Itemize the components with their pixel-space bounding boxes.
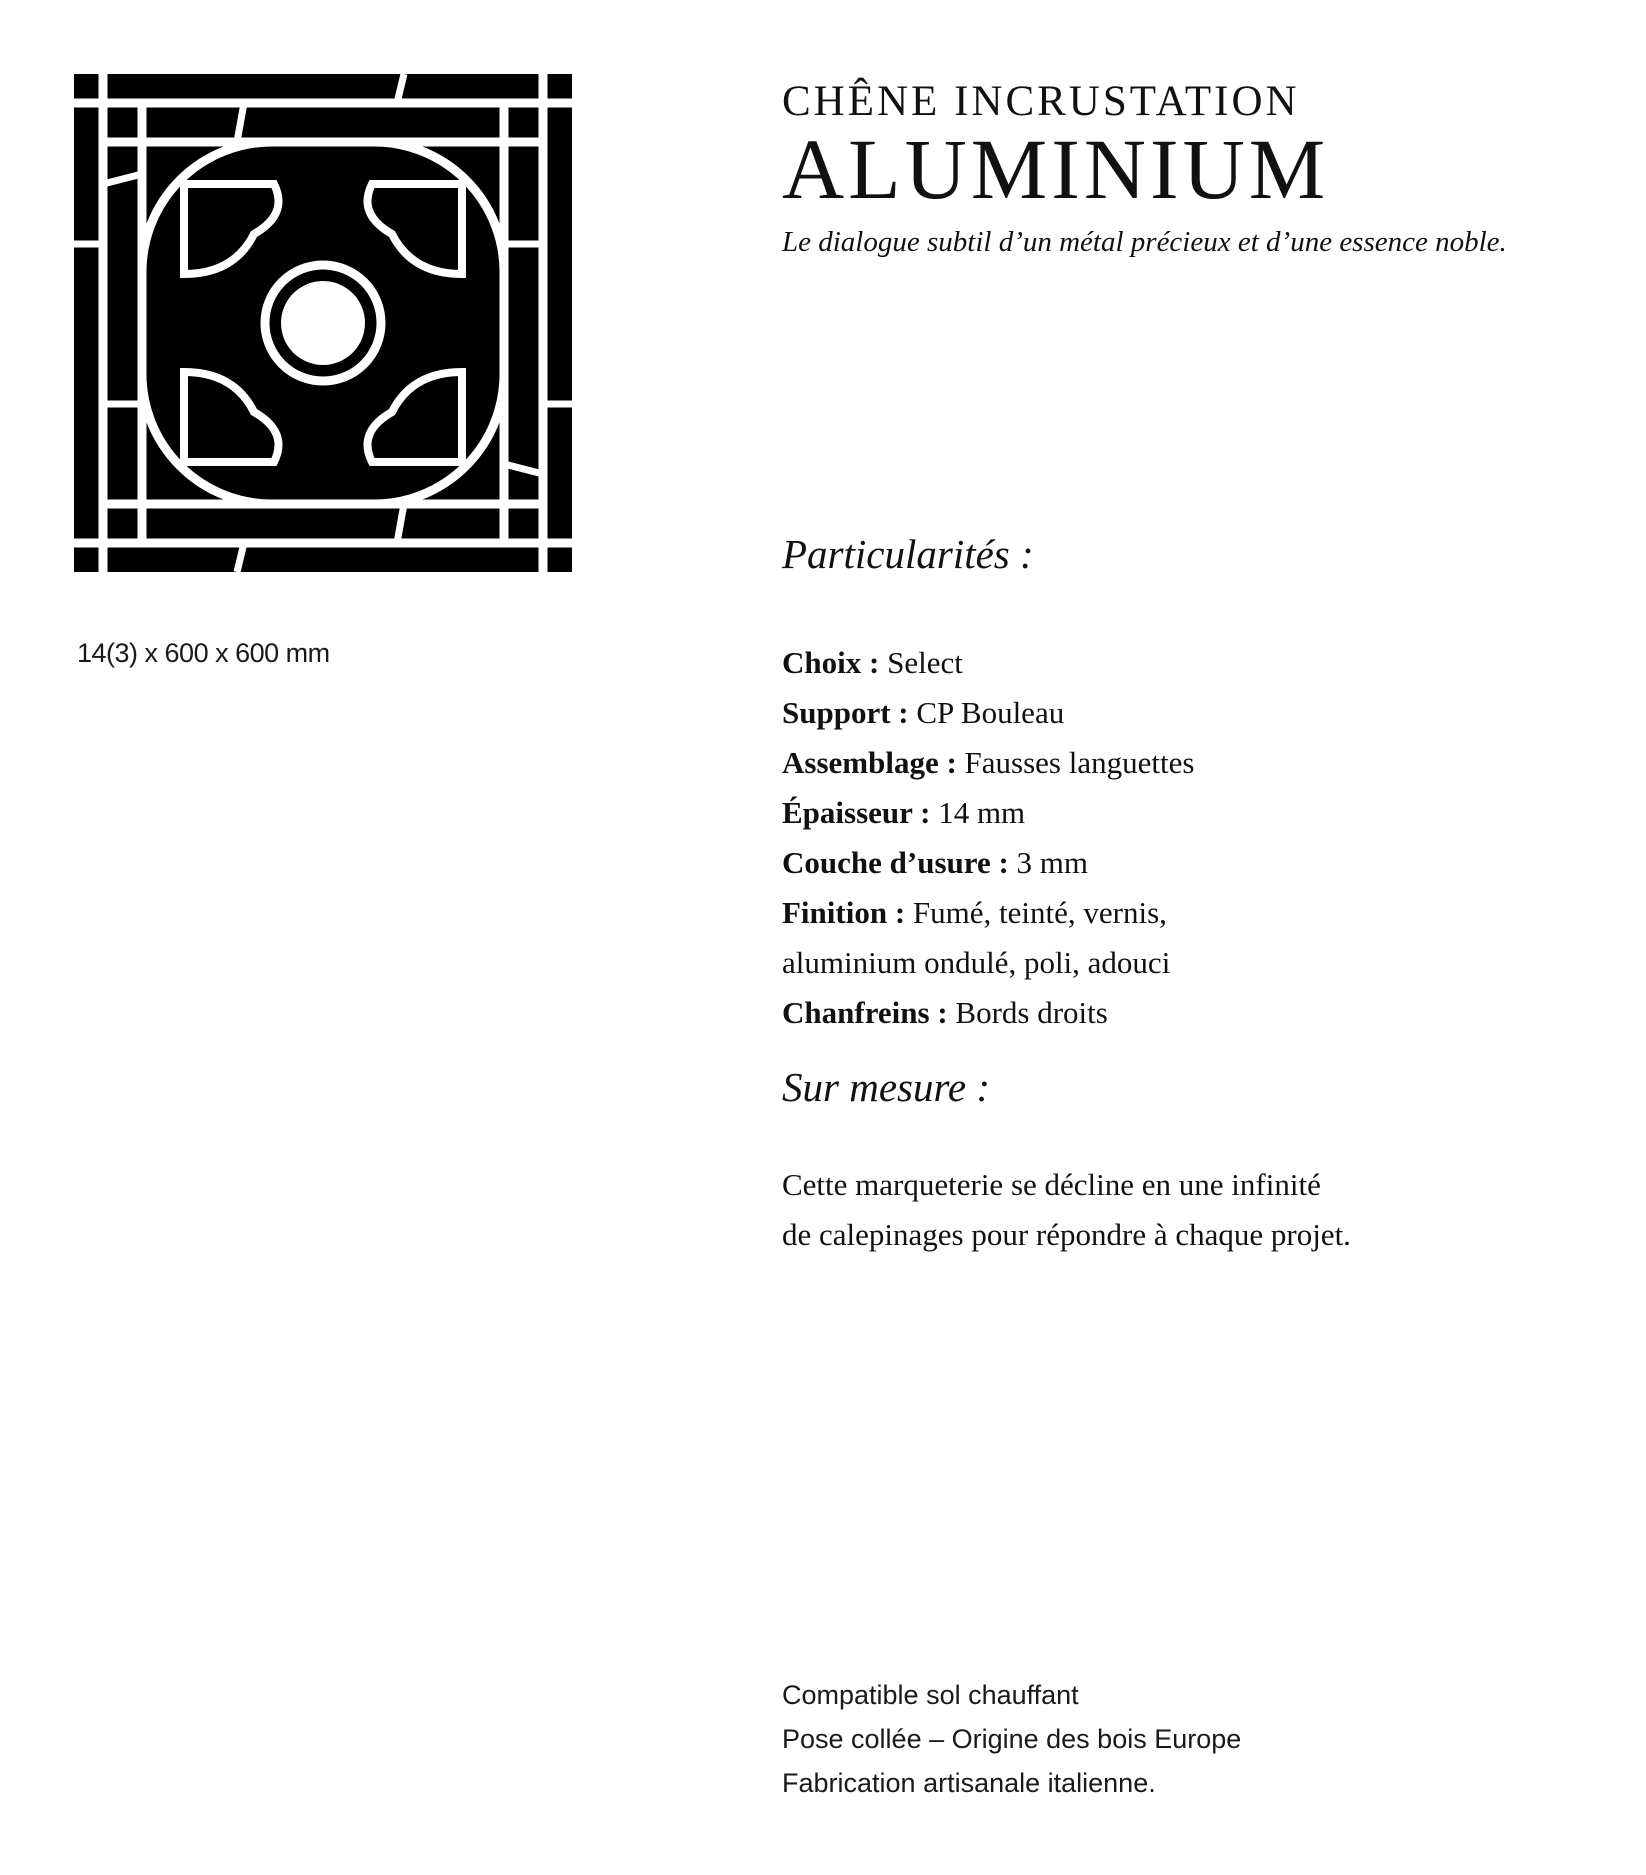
spec-item bbox=[782, 788, 1482, 838]
spec-value: Select bbox=[887, 645, 963, 680]
product-tagline: Le dialogue subtil d’un métal précieux et d’une essence noble. bbox=[782, 226, 1507, 258]
marquetry-pattern-illustration bbox=[74, 74, 572, 572]
spec-value: Fumé, teinté, vernis, bbox=[912, 895, 1167, 930]
sur-mesure-line: Cette marqueterie se décline en une infinité bbox=[782, 1167, 1321, 1202]
spec-label: Support : bbox=[782, 695, 909, 730]
spec-label: Couche d’usure : bbox=[782, 845, 1009, 880]
spec-label: Finition : bbox=[782, 895, 906, 930]
spec-value: Bords droits bbox=[955, 995, 1108, 1030]
spec-list bbox=[782, 638, 1482, 1038]
spec-value: Fausses languettes bbox=[964, 745, 1195, 780]
spec-value-continuation: aluminium ondulé, poli, adouci bbox=[782, 945, 1171, 980]
spec-label: Assemblage : bbox=[782, 745, 957, 780]
spec-label: Chanfreins : bbox=[782, 995, 948, 1030]
footer-notes bbox=[782, 1673, 1241, 1805]
footer-line: Compatible sol chauffant bbox=[782, 1680, 1079, 1710]
spec-value: CP Bouleau bbox=[916, 695, 1065, 730]
spec-item bbox=[782, 988, 1482, 1038]
sur-mesure-text bbox=[782, 1160, 1542, 1260]
sur-mesure-heading: Sur mesure : bbox=[782, 1064, 991, 1110]
spec-value: 3 mm bbox=[1016, 845, 1089, 880]
spec-item bbox=[782, 838, 1482, 888]
footer-line: Pose collée – Origine des bois Europe bbox=[782, 1724, 1242, 1754]
spec-item bbox=[782, 738, 1482, 788]
product-eyebrow: CHÊNE INCRUSTATION bbox=[782, 78, 1300, 125]
product-title: ALUMINIUM bbox=[782, 121, 1330, 217]
spec-label: Épaisseur : bbox=[782, 795, 931, 830]
footer-line: Fabrication artisanale italienne. bbox=[782, 1768, 1156, 1798]
spec-item bbox=[782, 888, 1482, 988]
sur-mesure-line: de calepinages pour répondre à chaque projet. bbox=[782, 1217, 1351, 1252]
product-dimensions: 14(3) x 600 x 600 mm bbox=[77, 638, 330, 668]
particularites-heading: Particularités : bbox=[782, 531, 1034, 577]
product-header bbox=[782, 78, 1582, 262]
spec-item bbox=[782, 688, 1482, 738]
spec-value: 14 mm bbox=[938, 795, 1026, 830]
spec-label: Choix : bbox=[782, 645, 880, 680]
spec-item bbox=[782, 638, 1482, 688]
